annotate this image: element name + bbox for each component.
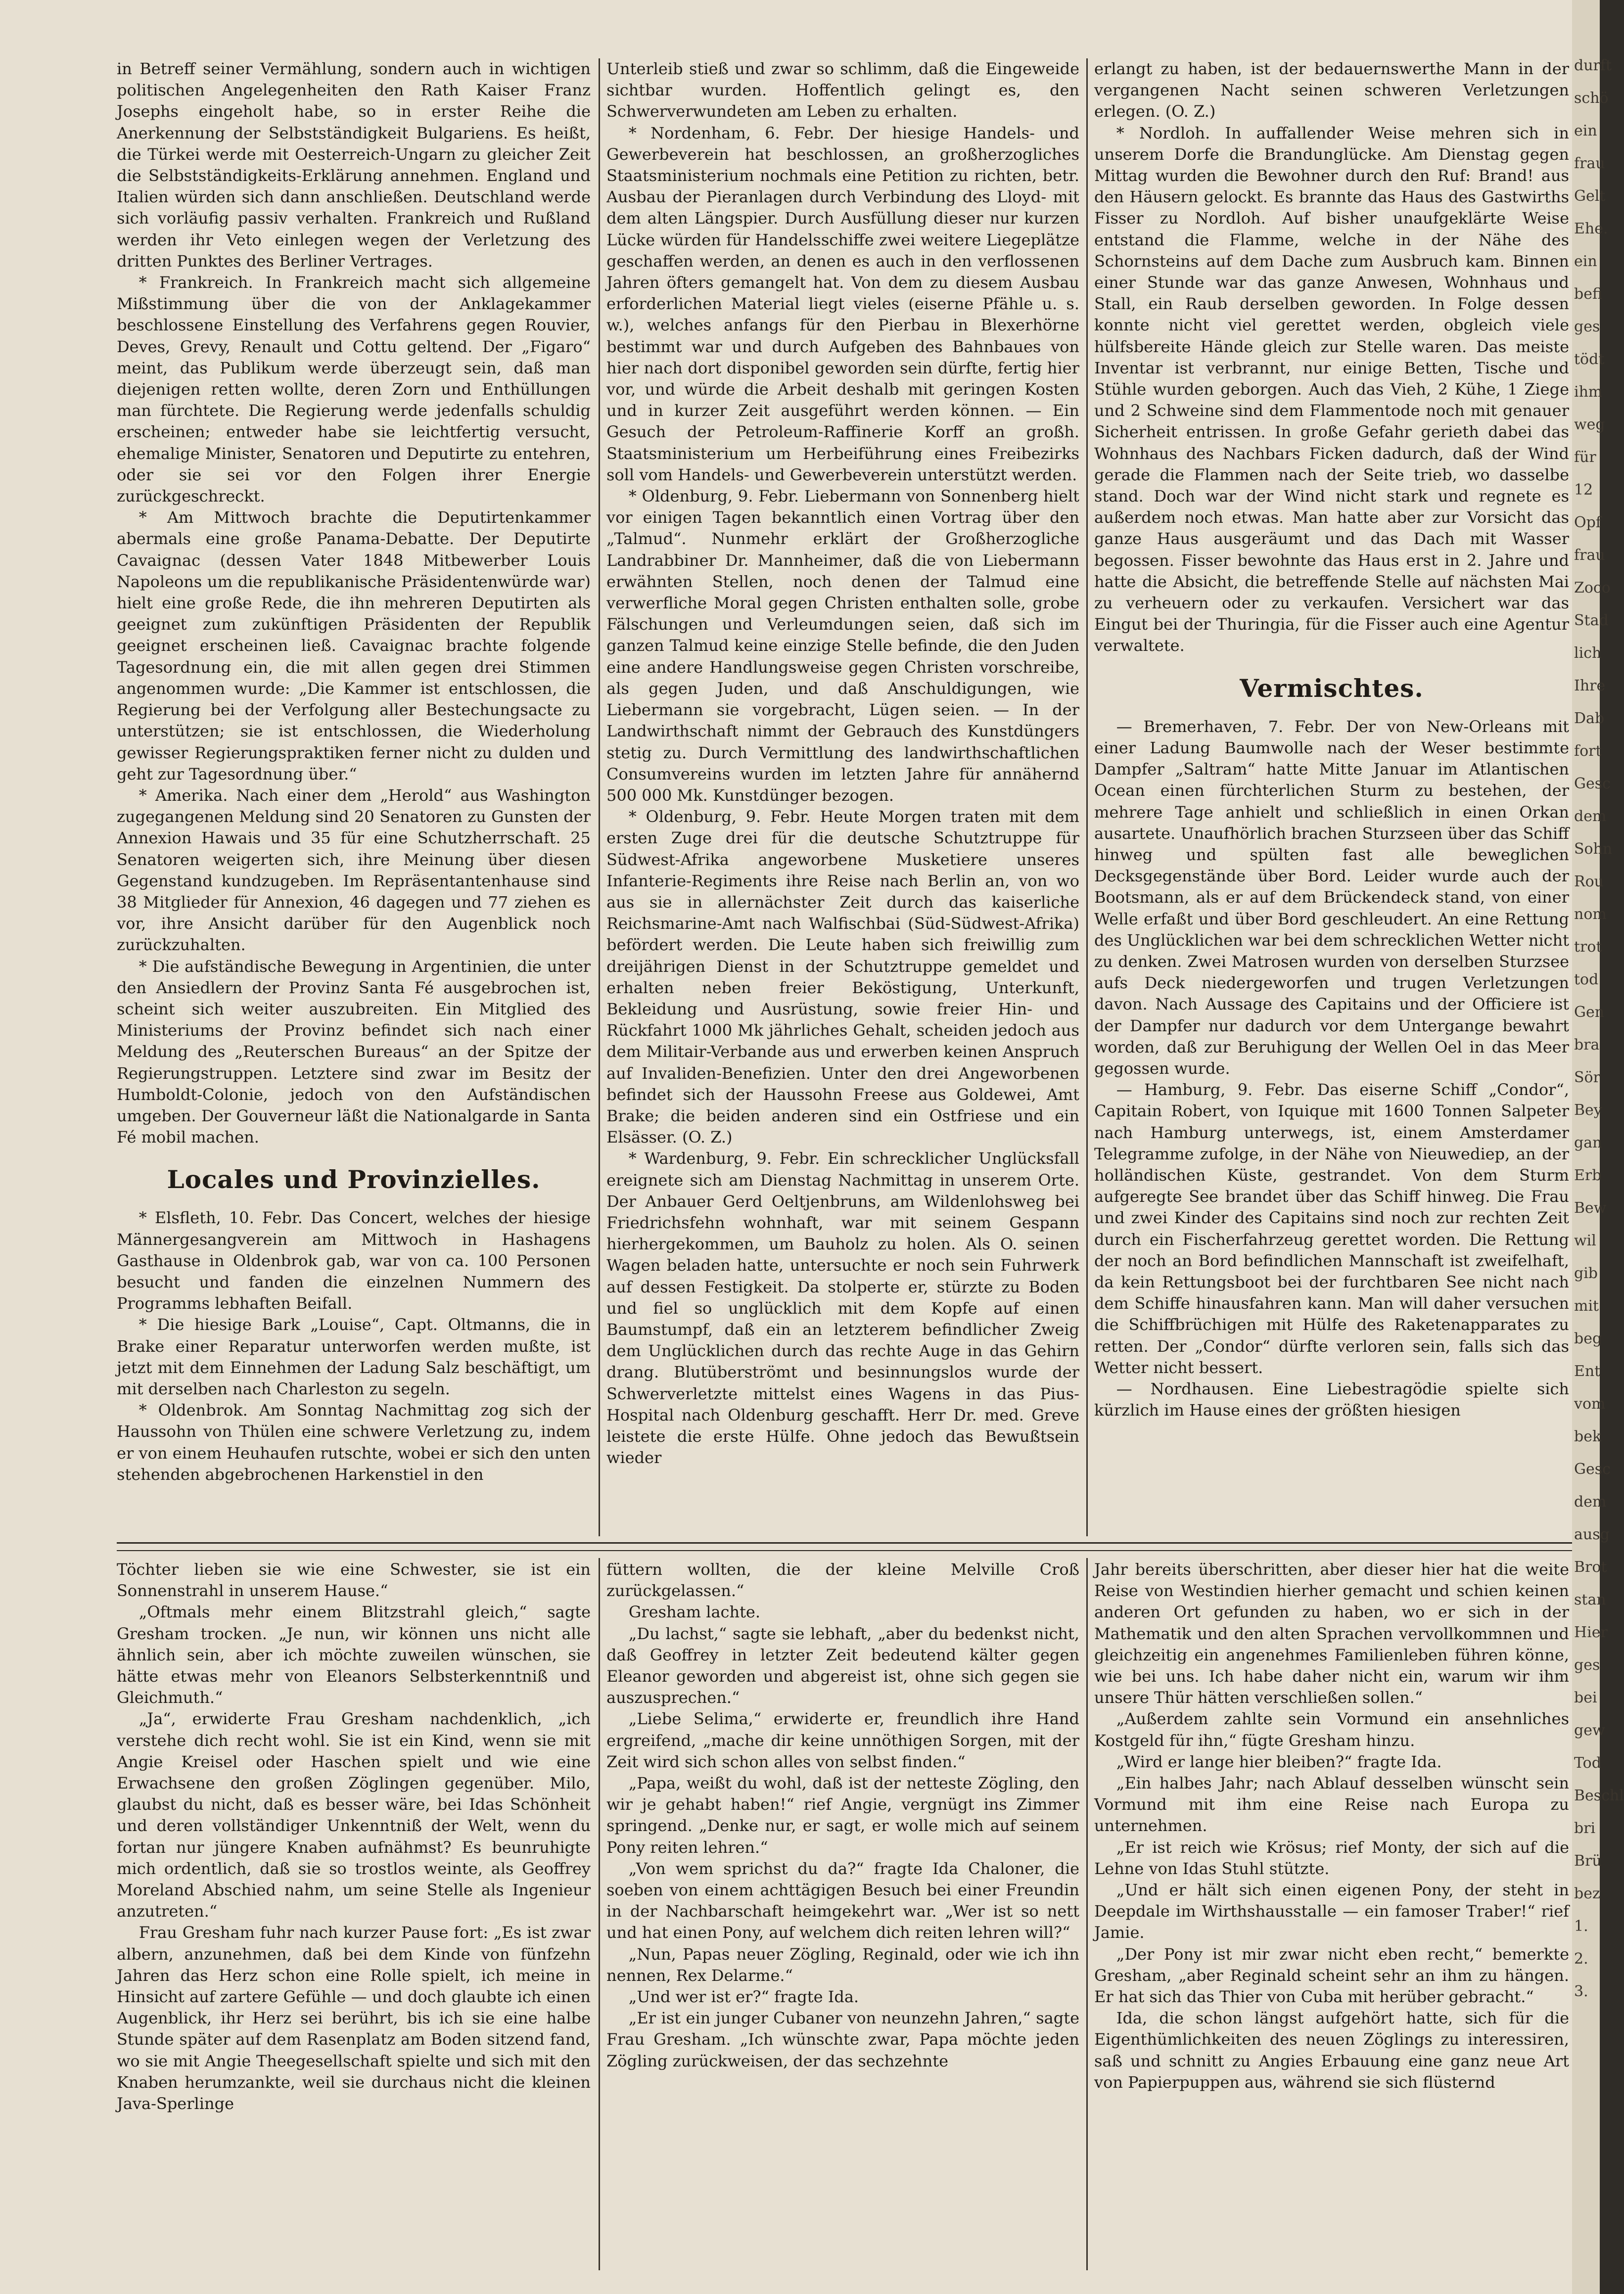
novel-paragraph: Jahr bereits überschritten, aber dieser hier hat die weite Reise von Westindien hierher gemacht und schien keinen anderen Ort gefunden zu haben, wo er sich in der Mathematik und den alten Sprachen vervollkommnen und gleichzeitig ein angenehmes Familienleben führen könne, wie bei uns. Ich habe daher nicht ein, warum wir ihm unsere Thür hätten verschließen sollen.“	[1094, 1560, 1569, 1707]
edge-fragment: Tod	[1574, 1754, 1601, 1772]
edge-fragment: Brü	[1574, 1852, 1602, 1870]
edge-fragment: Gesc	[1574, 1461, 1611, 1478]
article-wardenburg: * Wardenburg, 9. Febr. Ein schrecklicher Unglücksfall ereignete sich am Dienstag Nachmittag in unserem Orte. Der Anbauer Gerd Oeltjenbruns, am Wildenlohsweg bei Friedrichsfehn wohnhaft, war mit seinem Gespann hierhergekommen, um Bauholz zu holen. Als O. seinen Wagen beladen hatte, untersuchte er noch sein Fuhrwerk auf dessen Festigkeit. Da stolperte er, stürzte zu Boden und fiel so unglücklich mit dem Kopfe auf einen Baumstumpf, daß ein an letzterem befindlicher Zweig dem Unglücklichen durch das rechte Auge in das Gehirn drang. Blutüberströmt und besinnungslos wurde der Schwerverletzte mittelst eines Wagens in das Pius-Hospital nach Oldenburg geschafft. Herr Dr. med. Greve leistete die erste Hülfe. Ohne jedoch das Bewußtsein wieder	[606, 1149, 1079, 1468]
feuilleton-column-3	[1094, 1559, 1569, 2271]
edge-fragment: Rou	[1574, 873, 1604, 890]
novel-paragraph: „Ja“, erwiderte Frau Gresham nachdenklich, „ich verstehe dich recht wohl. Sie ist ein Kind, wenn sie mit Angie Kreisel oder Haschen spielt und wie eine Erwachsene den großen Zöglingen gegenüber. Milo, glaubst du nicht, daß es besser wäre, bei Idas Schönheit und deren vollständiger Unkenntniß der Welt, wenn du fortan nur jüngere Knaben aufnähmst? Es beunruhigte mich ordentlich, daß sie so trostlos weinte, als Geoffrey Moreland Abschied nahm, um seine Stelle als Ingenieur anzutreten.“	[117, 1709, 591, 1921]
novel-paragraph: füttern wollten, die der kleine Melville Croß zurückgelassen.“	[606, 1560, 1079, 1601]
edge-fragment: tödt	[1574, 351, 1605, 368]
novel-paragraph: Frau Gresham fuhr nach kurzer Pause fort: „Es ist zwar albern, anzunehmen, daß bei dem Kinde von fünfzehn Jahren das Herz schon eine Rolle spielt, ich meine in Hinsicht auf zartere Gefühle — und doch glaubte ich einen Augenblick, ihr Herz sei berührt, bis ich sie eine halbe Stunde später auf dem Rasenplatz am Boden sitzend fand, wo sie mit Angie Theegesellschaft spielte und sich mit den Knaben herumzankte, weil sie durchaus nicht die kleinen Java-Sperlinge	[117, 1923, 591, 2113]
edge-fragment: Sör	[1574, 1069, 1600, 1086]
section-heading-locales: Locales und Provinzielles.	[167, 1165, 541, 1194]
novel-paragraph: „Von wem sprichst du da?“ fragte Ida Chaloner, die soeben von einem achttägigen Besuch bei einer Freundin in der Nachbarschaft heimgekehrt war. „Wer ist so nett und hat einen Pony, auf welchem dich reiten lehren will?“	[606, 1859, 1079, 1942]
edge-fragment: Brot	[1574, 1559, 1607, 1576]
edge-fragment: Opf	[1574, 514, 1601, 531]
edge-fragment: Gen	[1574, 1004, 1605, 1021]
edge-fragment: mit	[1574, 1297, 1599, 1315]
edge-fragment: gan	[1574, 1134, 1602, 1151]
edge-fragment: beg	[1574, 1330, 1602, 1347]
edge-fragment: stan	[1574, 1591, 1606, 1608]
edge-fragment: 12	[1574, 481, 1593, 499]
edge-fragment: für	[1574, 449, 1596, 466]
edge-fragment: Bew	[1574, 1199, 1607, 1217]
edge-fragment: tod	[1574, 971, 1599, 988]
article-continuation: Unterleib stieß und zwar so schlimm, daß die Eingeweide sichtbar wurden. Hoffentlich gelingt es, den Schwerverwundeten am Leben zu erhalten.	[606, 59, 1079, 121]
edge-fragment: bra	[1574, 1036, 1600, 1054]
novel-paragraph: Töchter lieben sie wie eine Schwester, sie ist ein Sonnenstrahl in unserem Hause.“	[117, 1560, 591, 1601]
edge-fragment: Zoco	[1574, 579, 1611, 596]
edge-fragment: ges	[1574, 1656, 1600, 1674]
article-continuation-wardenburg: erlangt zu haben, ist der bedauernswerthe Mann in der vergangenen Nacht seinen schweren Verletzungen erlegen. (O. Z.)	[1094, 59, 1569, 121]
edge-fragment: trot	[1574, 938, 1602, 956]
article-nordhausen: — Nordhausen. Eine Liebestragödie spielte sich kürzlich im Hause eines der größten hiesigen	[1094, 1379, 1569, 1420]
edge-fragment: Sohn	[1574, 840, 1613, 858]
novel-paragraph: „Wird er lange hier bleiben?“ fragte Ida.	[1116, 1752, 1442, 1771]
article-oldenbrok: * Oldenbrok. Am Sonntag Nachmittag zog sich der Haussohn von Thülen eine schwere Verletzung zu, indem er von einem Heuhaufen rutschte, wobei er sich den unten stehenden abgebrochenen Harkenstiel in den	[117, 1401, 591, 1484]
edge-fragment: frau	[1574, 547, 1605, 564]
edge-fragment: weg	[1574, 416, 1605, 433]
edge-fragment: dem	[1574, 808, 1607, 825]
column-rule-left	[599, 58, 600, 1536]
novel-paragraph: „Ein halbes Jahr; nach Ablauf desselben wünscht sein Vormund mit ihm eine Reise nach Europa zu unternehmen.	[1094, 1774, 1569, 1835]
edge-fragment: ausg	[1574, 1526, 1610, 1543]
adjacent-page-strip	[1572, 0, 1624, 2294]
edge-fragment: gib	[1574, 1265, 1598, 1282]
edge-fragment: vom	[1574, 1395, 1606, 1413]
adjacent-page-fragments	[1572, 0, 1624, 2008]
article-bulgaria: in Betreff seiner Vermählung, sondern auch in wichtigen politischen Angelegenheiten den Rath Kaiser Franz Josephs eingeholt habe, so in erster Reihe die Anerkennung der Selbstständigkeit Bulgariens. Es heißt, die Türkei werde mit Oesterreich-Ungarn zu gleicher Zeit die Selbstständigkeits-Erklärung annehmen. England und Italien würden sich dann anschließen. Deutschland werde sich vorläufig passiv verhalten. Frankreich und Rußland werden ihr Veto einlegen wegen der Verletzung des dritten Punktes des Berliner Vertrages.	[117, 59, 591, 271]
edge-fragment: gew	[1574, 1722, 1605, 1739]
edge-fragment: Dab	[1574, 710, 1605, 727]
novel-paragraph: „Du lachst,“ sagte sie lebhaft, „aber du bedenkst nicht, daß Geoffrey in letzter Zeit bedeutend kälter gegen Eleanor geworden und abgereist ist, ohne sich gegen sie auszusprechen.“	[606, 1624, 1079, 1707]
edge-fragment: schö	[1574, 90, 1609, 107]
article-oldenburg-schutztruppe: * Oldenburg, 9. Febr. Heute Morgen traten mit dem ersten Zuge drei für die deutsche Schutztruppe für Südwest-Afrika angeworbene Musketiere unseres Infanterie-Regiments ihre Reise nach Berlin an, von wo aus sie in allernächster Zeit durch das kaiserliche Reichsmarine-Amt nach Walfischbai (Süd-Südwest-Afrika) befördert werden. Die Leute haben sich freiwillig zum dreijährigen Dienst in der Schutztruppe gemeldet und erhalten neben freier Beköstigung, Unterkunft, Bekleidung und Ausrüstung, sowie freier Hin- und Rückfahrt 1000 Mk jährliches Gehalt, scheiden jedoch aus dem Militair-Verbande aus und erwerben keinen Anspruch auf Invaliden-Benefizien. Unter den drei Angeworbenen befindet sich der Haussohn Freese aus Goldewei, Amt Brake; die beiden anderen sind ein Ostfriese und ein Elsässer. (O. Z.)	[606, 807, 1079, 1147]
novel-paragraph: „Er ist reich wie Krösus; rief Monty, der sich auf die Lehne von Idas Stuhl stützte.	[1094, 1837, 1569, 1878]
feuilleton-rule-left	[599, 1558, 600, 2270]
novel-paragraph: Gresham lachte.	[628, 1603, 761, 1622]
novel-paragraph: „Papa, weißt du wohl, daß ist der netteste Zögling, den wir je gehabt haben!“ rief Angie, vergnügt ins Zimmer springend. „Denke nur, er sagt, er wolle mich auf seinem Pony reiten lehren.“	[606, 1774, 1079, 1857]
article-argentinien: * Die aufständische Bewegung in Argentinien, die unter den Ansiedlern der Provinz Santa Fé ausgebrochen ist, scheint sich weiter auszubreiten. Ein Mitglied des Ministeriums der Provinz befindet sich nach einer Meldung des „Reuterschen Bureaus“ an der Spitze der Regierungstruppen. Letztere sind zwar im Besitz der Humboldt-Colonie, jedoch von den Aufständischen umgeben. Der Gouverneur läßt die Nationalgarde in Santa Fé mobil machen.	[117, 957, 591, 1147]
article-nordenham: * Nordenham, 6. Febr. Der hiesige Handels- und Gewerbeverein hat beschlossen, an großherzogliches Staatsministerium nochmals eine Petition zu richten, betr. Ausbau der Pieranlagen durch Verbindung des Lloyd- mit dem alten Längspier. Durch Ausfüllung dieser nur kurzen Lücke würden für Handelsschiffe zwei weitere Liegeplätze geschaffen werden, an denen es auch in den verflossenen Jahren öfters gemangelt hat. Von dem zu diesem Ausbau erforderlichen Material liegt vieles (eiserne Pfähle u. s. w.), welches anfangs für den Pierbau in Blexerhörne bestimmt war und durch Aufgeben des Bahnbaues von hier nach dort disponibel geworden sein dürfte, fertig hier vor, und würde die Arbeit deshalb mit geringen Kosten und in kurzer Zeit ausgeführt werden können. — Ein Gesuch der Petroleum-Raffinerie Korff an großh. Staatsministerium um Herbeiführung eines Freibezirks soll vom Handels- und Gewerbeverein unterstützt werden.	[606, 123, 1079, 484]
feuilleton-column-2	[606, 1559, 1079, 2271]
article-hamburg: — Hamburg, 9. Febr. Das eiserne Schiff „Condor“, Capitain Robert, von Iquique mit 1600 Tonnen Salpeter nach Hamburg unterwegs, ist, einem Amsterdamer Telegramme zufolge, in der Nähe von Nieuwediep, an der holländischen Küste, gestrandet. Von dem Sturm aufgeregte See brandet über das Schiff hinweg. Die Frau und zwei Kinder des Capitains sind noch zur rechten Zeit durch ein Fischerfahrzeug gerettet worden. Die Rettung der noch an Bord befindlichen Mannschaft ist zweifelhaft, da kein Rettungsboot bei der furchtbaren See nicht nach dem Schiffe hinausfahren kann. Man will daher versuchen die Schiffbrüchigen mit Hülfe des Raketenapparates zu retten. Der „Condor“ dürfte verloren sein, falls sich das Wetter nicht bessert.	[1094, 1080, 1569, 1377]
feuilleton-separator	[117, 1542, 1572, 1544]
article-oldenburg-talmud: * Oldenburg, 9. Febr. Liebermann von Sonnenberg hielt vor einigen Tagen bekanntlich einen Vortrag über den „Talmud“. Nunmehr erklärt der Großherzogliche Landrabbiner Dr. Mannheimer, daß die von Liebermann erwähnten Stellen, noch denen der Talmud eine verwerfliche Moral gegen Christen enthalten solle, grobe Fälschungen und Verleumdungen seien, daß sich im ganzen Talmud keine einzige Stelle befinde, die den Juden eine andere Handlungsweise gegen Christen vorschreibe, als gegen Juden, und daß Anschuldigungen, wie Liebermann sie vorgebracht, Lügen seien. — In der Landwirthschaft nimmt der Gebrauch des Kunstdüngers stetig zu. Durch Vermittlung des landwirthschaftlichen Consumvereins wurden im letzten Jahre für annähernd 500 000 Mk. Kunstdünger bezogen.	[606, 487, 1079, 805]
edge-fragment: Erb	[1574, 1167, 1602, 1184]
novel-paragraph: „Liebe Selima,“ erwiderte er, freundlich ihre Hand ergreifend, „mache dir keine unnöthigen Sorgen, mit der Zeit wird sich schon alles von selbst finden.“	[606, 1709, 1079, 1771]
edge-fragment: Ihre	[1574, 677, 1606, 694]
article-amerika: * Amerika. Nach einer dem „Herold“ aus Washington zugegangenen Meldung sind 20 Senatoren zu Gunsten der Annexion Hawais und 35 für eine Schutzherrschaft. 25 Senatoren weigerten sich, ihre Meinung über diesen Gegenstand kundzugeben. Im Repräsentantenhause sind 38 Mitglieder für Annexion, 46 dagegen und 77 ziehen es vor, ihre Ansicht darüber für den Augenblick noch zurückzuhalten.	[117, 785, 591, 955]
edge-fragment: Hier	[1574, 1624, 1608, 1641]
edge-fragment: ein	[1574, 122, 1597, 139]
edge-fragment: 1.	[1574, 1918, 1588, 1935]
edge-fragment: bri	[1574, 1820, 1596, 1837]
edge-fragment: bez	[1574, 1885, 1600, 1902]
section-heading-vermischtes: Vermischtes.	[1240, 673, 1424, 703]
article-nordloh: * Nordloh. In auffallender Weise mehren sich in unserem Dorfe die Brandunglücke. Am Dienstag gegen Mittag wurden die Bewohner durch den Ruf: Brand! aus den Häusern gelockt. Es brannte das Haus des Gastwirths Fisser zu Nordloh. Auf bisher unaufgeklärte Weise entstand die Flamme, welche in der Nähe des Schornsteins auf dem Dache zum Ausbruch kam. Binnen einer Stunde war das ganze Anwesen, Wohnhaus und Stall, ein Raub derselben geworden. In Folge dessen konnte nicht viel gerettet werden, obgleich viele hülfsbereite Hände gleich zur Stelle waren. Das meiste Inventar ist verbrannt, nur einige Betten, Tische und Stühle wurden geborgen. Auch das Vieh, 2 Kühe, 1 Ziege und 2 Schweine sind dem Flammentode noch mit genauer Sicherheit entrissen. In große Gefahr gerieth dabei das Wohnhaus des Nachbars Ficken dadurch, daß der Wind gerade die Flammen nach der Seite trieb, wo dasselbe stand. Doch war der Wind nicht stark und regnete es außerdem noch etwas. Man hatte aber zur Vorsicht das ganze Haus ausgeräumt und das Dach mit Wasser begossen. Fisser bewohnte das Haus erst in 2. Jahre und hatte die Absicht, die betreffende Stelle auf nächsten Mai zu verheuern oder zu verkaufen. Versichert war das Eingut bei der Thuringia, für die Fisser auch eine Agentur verwaltete.	[1094, 123, 1569, 655]
column-rule-right	[1086, 58, 1088, 1536]
feuilleton-rule-right	[1086, 1558, 1088, 2270]
edge-fragment: wil	[1574, 1232, 1596, 1249]
edge-fragment: 2.	[1574, 1950, 1588, 1968]
edge-fragment: ges	[1574, 318, 1600, 335]
edge-fragment: Gelt	[1574, 187, 1606, 205]
novel-paragraph: „Er ist ein junger Cubaner von neunzehn Jahren,“ sagte Frau Gresham. „Ich wünschte zwar, Papa möchte jeden Zögling zurückweisen, der das sechzehnte	[606, 2009, 1079, 2070]
article-frankreich: * Frankreich. In Frankreich macht sich allgemeine Mißstimmung über die von der Anklagekammer beschlossene Einstellung des Verfahrens gegen Rouvier, Deves, Grevy, Renault und Cottu geltend. Der „Figaro“ meint, das Publikum werde überzeugt sein, daß man diejenigen retten wollte, deren Zorn und Enthüllungen man fürchtete. Die Regierung werde jedenfalls schuldig erscheinen; entweder habe sie leichtfertig versucht, ehemalige Minister, Senatoren und Deputirte zu entehren, oder sie sei vor den Folgen ihrer Energie zurückgeschreckt.	[117, 273, 591, 506]
edge-fragment: durft	[1574, 57, 1612, 74]
feuilleton-column-1	[117, 1559, 591, 2271]
edge-fragment: frau	[1574, 155, 1605, 172]
edge-fragment: Ent	[1574, 1363, 1601, 1380]
edge-fragment: ein	[1574, 253, 1597, 270]
news-column-3	[1094, 58, 1569, 1537]
edge-fragment: bei	[1574, 1689, 1597, 1706]
article-bremerhaven: — Bremerhaven, 7. Febr. Der von New-Orleans mit einer Ladung Baumwolle nach der Weser bestimmte Dampfer „Saltram“ hatte Mitte Januar im Atlantischen Ocean einen fürchterlichen Sturm zu bestehen, der mehrere Tage anhielt und schließlich in einen Orkan ausartete. Unaufhörlich brachen Sturzseen über das Schiff hinweg und spülten fast alle beweglichen Decksgegenstände über Bord. Leider wurde auch der Bootsmann, als er auf dem Brückendeck stand, von einer Welle erfaßt und über Bord geschleudert. An eine Rettung des Unglücklichen war bei dem schrecklichen Wetter nicht zu denken. Zwei Matrosen wurden von derselben Sturzsee aufs Deck niedergeworfen und trugen Verletzungen davon. Nach Aussage des Capitains und der Officiere ist der Dampfer nur dadurch vor dem Untergange bewahrt worden, daß zur Beruhigung der Wellen Oel in das Meer gegossen wurde.	[1094, 717, 1569, 1078]
edge-fragment: ihm	[1574, 383, 1603, 401]
edge-fragment: Ehe.	[1574, 220, 1608, 237]
edge-fragment: fort	[1574, 742, 1602, 760]
feuilleton-separator-thin	[117, 1550, 1572, 1551]
edge-fragment: Bey	[1574, 1101, 1602, 1119]
article-elsfleth: * Elsfleth, 10. Febr. Das Concert, welches der hiesige Männergesangverein am Mittwoch in Hashagens Gasthause in Oldenbrok gab, war von ca. 100 Personen besucht und fanden die einzelnen Nummern des Programms lebhaften Beifall.	[117, 1208, 591, 1313]
edge-fragment: lich	[1574, 644, 1602, 662]
edge-fragment: bek	[1574, 1428, 1602, 1445]
edge-fragment: 3.	[1574, 1983, 1588, 2000]
article-panama-debatte: * Am Mittwoch brachte die Deputirtenkammer abermals eine große Panama-Debatte. Der Deputirte Cavaignac (dessen Vater 1848 Mitbewerber Louis Napoleons um die republikanische Präsidentenwürde war) hielt eine große Rede, die ihn mehreren Deputirten als geeignet zum zukünftigen Präsidenten der Republik geeignet erscheinen ließ. Cavaignac brachte folgende Tagesordnung ein, die mit allen gegen drei Stimmen angenommen wurde: „Die Kammer ist entschlossen, die Regierung bei der Verfolgung aller Bestechungsacte zu unterstützen; sie ist entschlossen, die Wiederholung gewisser Regierungspraktiken ferner nicht zu dulden und geht zur Tagesordnung über.“	[117, 508, 591, 783]
edge-fragment: Gesc	[1574, 775, 1611, 792]
novel-paragraph: „Außerdem zahlte sein Vormund ein ansehnliches Kostgeld für ihn,“ fügte Gresham hinzu.	[1094, 1709, 1569, 1750]
novel-paragraph: „Der Pony ist mir zwar nicht eben recht,“ bemerkte Gresham, „aber Reginald scheint sehr an ihm zu hängen. Er hat sich das Thier von Cuba mit herüber gebracht.“	[1094, 1944, 1569, 2007]
news-column-2	[606, 58, 1079, 1537]
edge-fragment: nom	[1574, 906, 1607, 923]
edge-fragment: Stad	[1574, 612, 1609, 629]
novel-paragraph: „Oftmals mehr einem Blitzstrahl gleich,“ sagte Gresham trocken. „Je nun, wir können uns nicht alle ähnlich sein, aber ich möchte zuweilen wünschen, sie hätte etwas mehr von Eleanors Selbsterkenntniß und Gleichmuth.“	[117, 1603, 591, 1707]
article-bark-louise: * Die hiesige Bark „Louise“, Capt. Oltmanns, die in Brake einer Reparatur unterworfen werden mußte, ist jetzt mit dem Einnehmen der Ladung Salz beschäftigt, um mit derselben nach Charleston zu segeln.	[117, 1315, 591, 1398]
novel-paragraph: „Nun, Papas neuer Zögling, Reginald, oder wie ich ihn nennen, Rex Delarme.“	[606, 1944, 1079, 1985]
news-column-1	[117, 58, 591, 1537]
novel-paragraph: „Und wer ist er?“ fragte Ida.	[628, 1987, 859, 2007]
edge-fragment: befi	[1574, 285, 1602, 303]
novel-paragraph: Ida, die schon längst aufgehört hatte, sich für die Eigenthümlichkeiten des neuen Zöglings zu interessiren, saß und schnitt zu Angies Erbauung eine ganz neue Art von Papierpuppen aus, während sie sich flüsternd	[1094, 2009, 1569, 2092]
edge-fragment: Beschl	[1574, 1787, 1624, 1804]
edge-fragment: dem	[1574, 1493, 1607, 1511]
novel-paragraph: „Und er hält sich einen eigenen Pony, der steht in Deepdale im Wirthshausstalle — ein famoser Traber!“ rief Jamie.	[1094, 1881, 1569, 1942]
